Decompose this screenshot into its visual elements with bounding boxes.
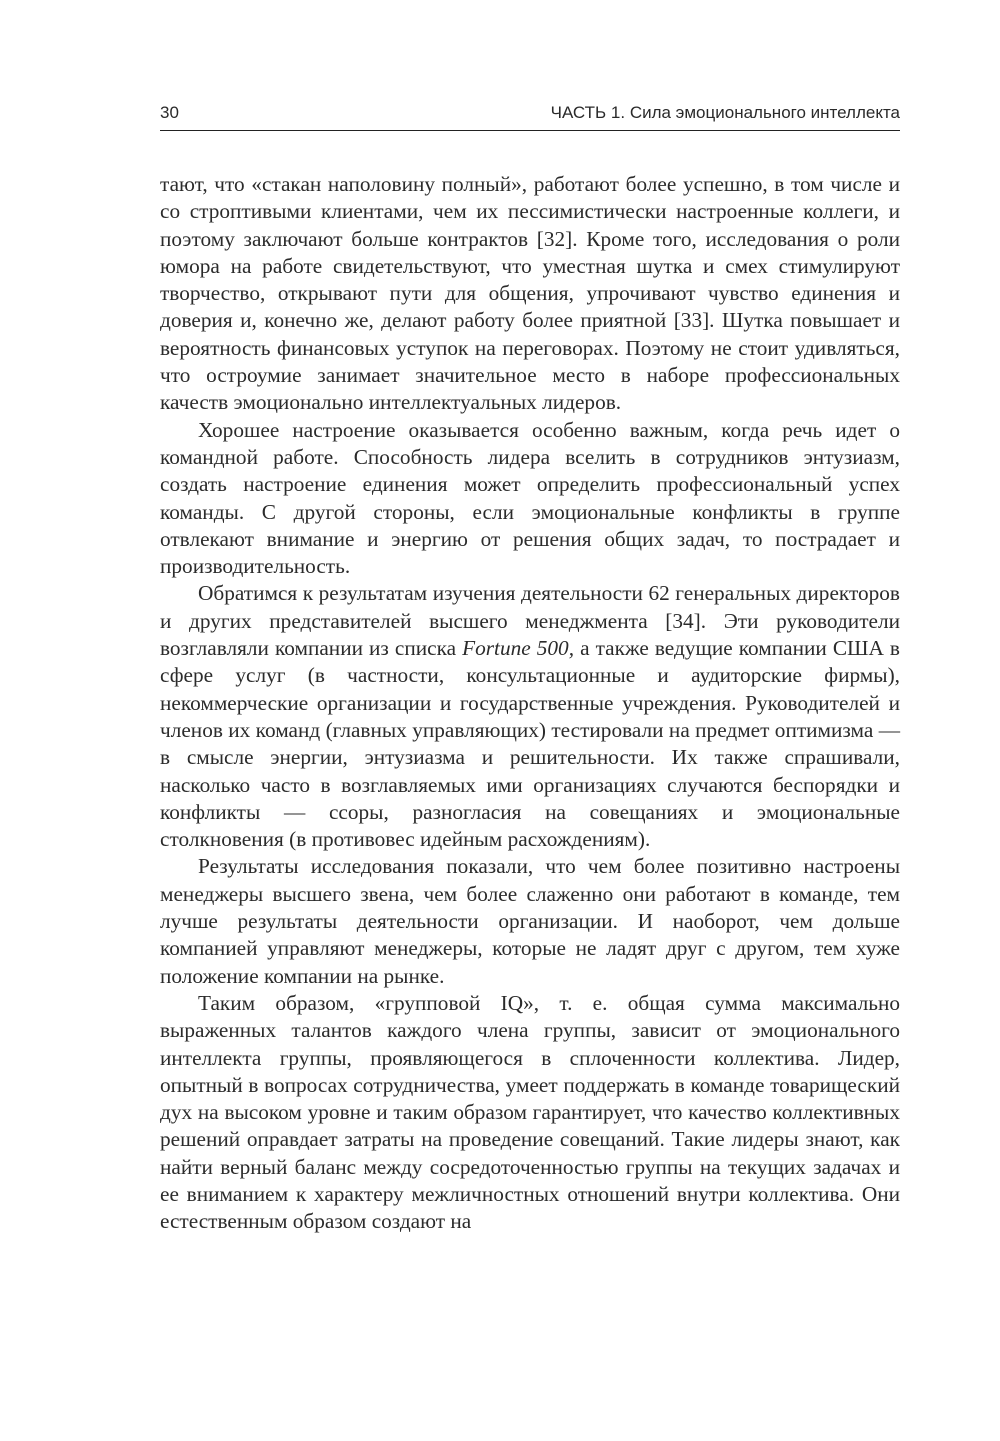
paragraph-text: а также ведущие компании США в сфере услуг (в частности, консультационные и аудиторские фирмы), некоммерческие организации и государственные учреждения. Руководителей и членов их команд (главных управляющих) тестировали на предмет оптимизма — в смысле энергии, энтузиазма и решительности. Их также спрашивали, насколько часто в возглавляемых ими организациях случаются беспорядки и конфликты — ссоры, разногласия на совещаниях и эмоциональные столкновения (в противовес идейным расхождениям). <box>160 636 900 852</box>
running-header <box>160 100 900 131</box>
page-number: 30 <box>160 103 179 122</box>
paragraph <box>160 580 900 853</box>
fortune-500-emphasis: Fortune 500, <box>462 636 575 661</box>
paragraph: Таким образом, «групповой IQ», т. е. общая сумма максимально выраженных талантов каждого члена группы, зависит от эмоционального интеллекта группы, проявляющегося в сплоченности коллектива. Лидер, опытный в вопросах сотрудничества, умеет поддержать в команде товарищеский дух на высоком уровне и таким образом гарантирует, что качество коллективных решений оправдает затраты на проведение совещаний. Такие лидеры знают, как найти верный баланс между сосредоточенностью группы на текущих задачах и ее вниманием к характеру межличностных отношений внутри коллектива. Они естественным образом создают на <box>160 990 900 1234</box>
paragraph: Результаты исследования показали, что чем более позитивно настроены менеджеры высшего звена, чем более слаженно они работают в команде, тем лучше результаты деятельности организации. И наоборот, чем дольше компанией управляют менеджеры, которые не ладят друг с другом, тем хуже положение компании на рынке. <box>160 854 900 988</box>
paragraph: Хорошее настроение оказывается особенно важным, когда речь идет о командной работе. Способность лидера вселить в сотрудников энтузиазм, создать настроение единения может определить профессиональный успех команды. С другой стороны, если эмоциональные конфликты в группе отвлекают внимание и энергию от решения общих задач, то пострадает и производительность. <box>160 417 900 579</box>
running-title: ЧАСТЬ 1. Сила эмоционального интеллекта <box>550 103 900 122</box>
paragraph-continued: тают, что «стакан наполовину полный», работают более успешно, в том числе и со строптивыми клиентами, чем их пессимистически настроенные коллеги, и поэтому заключают больше контрактов [32]. Кроме того, исследования о роли юмора на работе свидетельствуют, что уместная шутка и смех стимулируют творчество, открывают пути для общения, упрочивают чувство единения и доверия и, конечно же, делают работу более приятной [33]. Шутка повышает и вероятность финансовых уступок на переговорах. Поэтому не стоит удивляться, что остроумие занимает значительное место в наборе профессиональных качеств эмоционально интеллектуальных лидеров. <box>160 172 900 415</box>
body-text <box>160 171 900 1236</box>
paragraph-text: Обратимся к результатам изучения деятельности 62 генеральных директоров и других представителей высшего менеджмента [34]. Эти руководители возглавляли компании из списка <box>160 581 900 661</box>
